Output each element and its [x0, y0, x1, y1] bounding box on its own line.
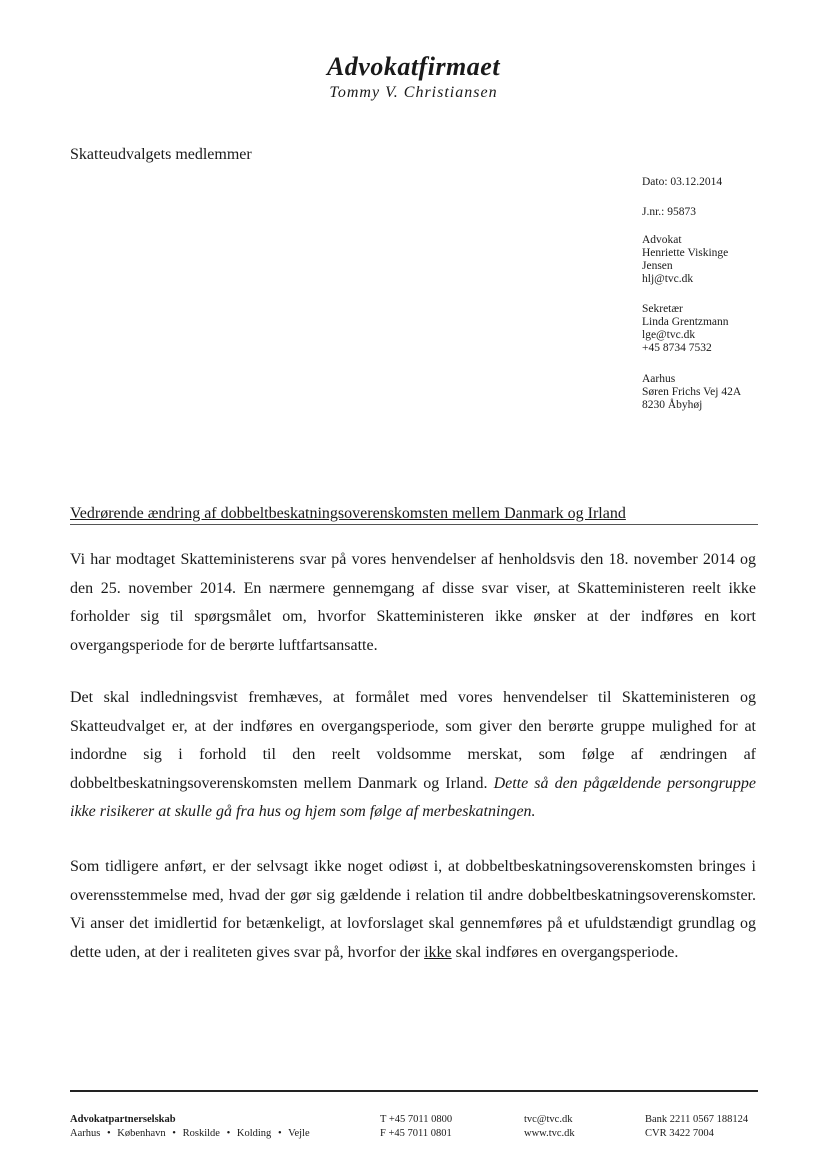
footer-bank: Bank 2211 0567 188124 [645, 1114, 749, 1125]
lawyer-name: Henriette Viskinge [642, 247, 729, 259]
paragraph-3-text: Som tidligere anført, er der selvsagt ikke noget odiøst i, at dobbeltbeskatningsoverenskomsten bringes i overensstemmelse med, hvad der gør sig gældende i relation til andre dobbeltbeskatningsoverenskomster. Vi anser det imidlertid for betænkeligt, at lovforslaget skal gennemføres på et ufuldstændigt grundlag og dette uden, at der i realiteten gives svar på, hvorfor der [70, 858, 756, 961]
office-list [70, 1127, 310, 1141]
subject-divider [70, 524, 758, 525]
paragraph-2-italic: Dette så den pågældende persongruppe ikke risikerer at skulle gå fra hus og hjem som følge af merbeskatningen. [70, 774, 757, 821]
office-city: Aarhus [642, 373, 676, 385]
firm-name: Advokatfirmaet [326, 52, 501, 81]
office-aarhus: Aarhus [70, 1128, 101, 1139]
secretary-title: Sekretær [642, 303, 683, 315]
office-postcode: 8230 Åbyhøj [642, 399, 703, 411]
office-koebenhavn: København [117, 1128, 166, 1139]
office-block [642, 373, 741, 412]
secretary-block [642, 303, 729, 355]
footer-cvr: CVR 3422 7004 [645, 1128, 714, 1139]
bullet-icon: • [106, 1128, 111, 1139]
secretary-name: Linda Grentzmann [642, 316, 729, 328]
paragraph-2 [70, 684, 756, 827]
date: Dato: 03.12.2014 [642, 176, 723, 188]
company-type: Advokatpartnerselskab [70, 1114, 176, 1125]
bullet-icon: • [226, 1128, 231, 1139]
footer-web[interactable]: www.tvc.dk [524, 1128, 575, 1139]
lawyer-name-cont: Jensen [642, 260, 673, 272]
footer-company [70, 1113, 310, 1141]
paragraph-3 [70, 853, 756, 967]
office-roskilde: Roskilde [182, 1128, 220, 1139]
paragraph-3-emphasis: ikke [424, 943, 452, 961]
footer-bank-block [645, 1113, 748, 1141]
lawyer-block [642, 234, 728, 286]
footer-phone: T +45 7011 0800 [380, 1114, 453, 1125]
secretary-phone: +45 8734 7532 [642, 342, 712, 354]
office-street: Søren Frichs Vej 42A [642, 386, 742, 398]
bullet-icon: • [277, 1128, 282, 1139]
recipient: Skatteudvalgets medlemmer [70, 146, 252, 163]
lawyer-email[interactable]: hlj@tvc.dk [642, 273, 694, 285]
footer-contact-block [524, 1113, 575, 1141]
footer-phone-block [380, 1113, 452, 1141]
office-vejle: Vejle [288, 1128, 310, 1139]
paragraph-3-end: skal indføres en overgangsperiode. [455, 943, 679, 961]
secretary-email[interactable]: lge@tvc.dk [642, 329, 696, 341]
lawyer-title: Advokat [642, 234, 682, 246]
paragraph-1: Vi har modtaget Skatteministerens svar på vores henvendelser af henholdsvis den 18. november 2014 og den 25. november 2014. En nærmere gennemgang af disse svar viser, at Skatteministeren reelt ikke forholder sig til spørgsmålet om, hvorfor Skatteministeren ikke ønsker at der indføres en kort overgangsperiode for de berørte luftfartsansatte. [70, 551, 756, 654]
firm-person: Tommy V. Christiansen [329, 84, 498, 101]
subject-line: Vedrørende ændring af dobbeltbeskatningsoverenskomsten mellem Danmark og Irland [70, 505, 626, 522]
paragraph-2-text: Det skal indledningsvist fremhæves, at formålet med vores henvendelser til Skatteministeren og Skatteudvalget er, at der indføres en overgangsperiode, som giver den berørte gruppe mulighed for at indordne sig i forhold til den reelt voldsomme merskat, som følge af ændringen af dobbeltbeskatningsoverenskomsten mellem Danmark og Irland. [70, 689, 756, 792]
footer-email[interactable]: tvc@tvc.dk [524, 1114, 573, 1125]
footer-fax: F +45 7011 0801 [380, 1128, 452, 1139]
bullet-icon: • [172, 1128, 176, 1139]
footer-divider [70, 1090, 758, 1092]
journal-number: J.nr.: 95873 [642, 206, 696, 218]
office-kolding: Kolding [236, 1128, 272, 1139]
